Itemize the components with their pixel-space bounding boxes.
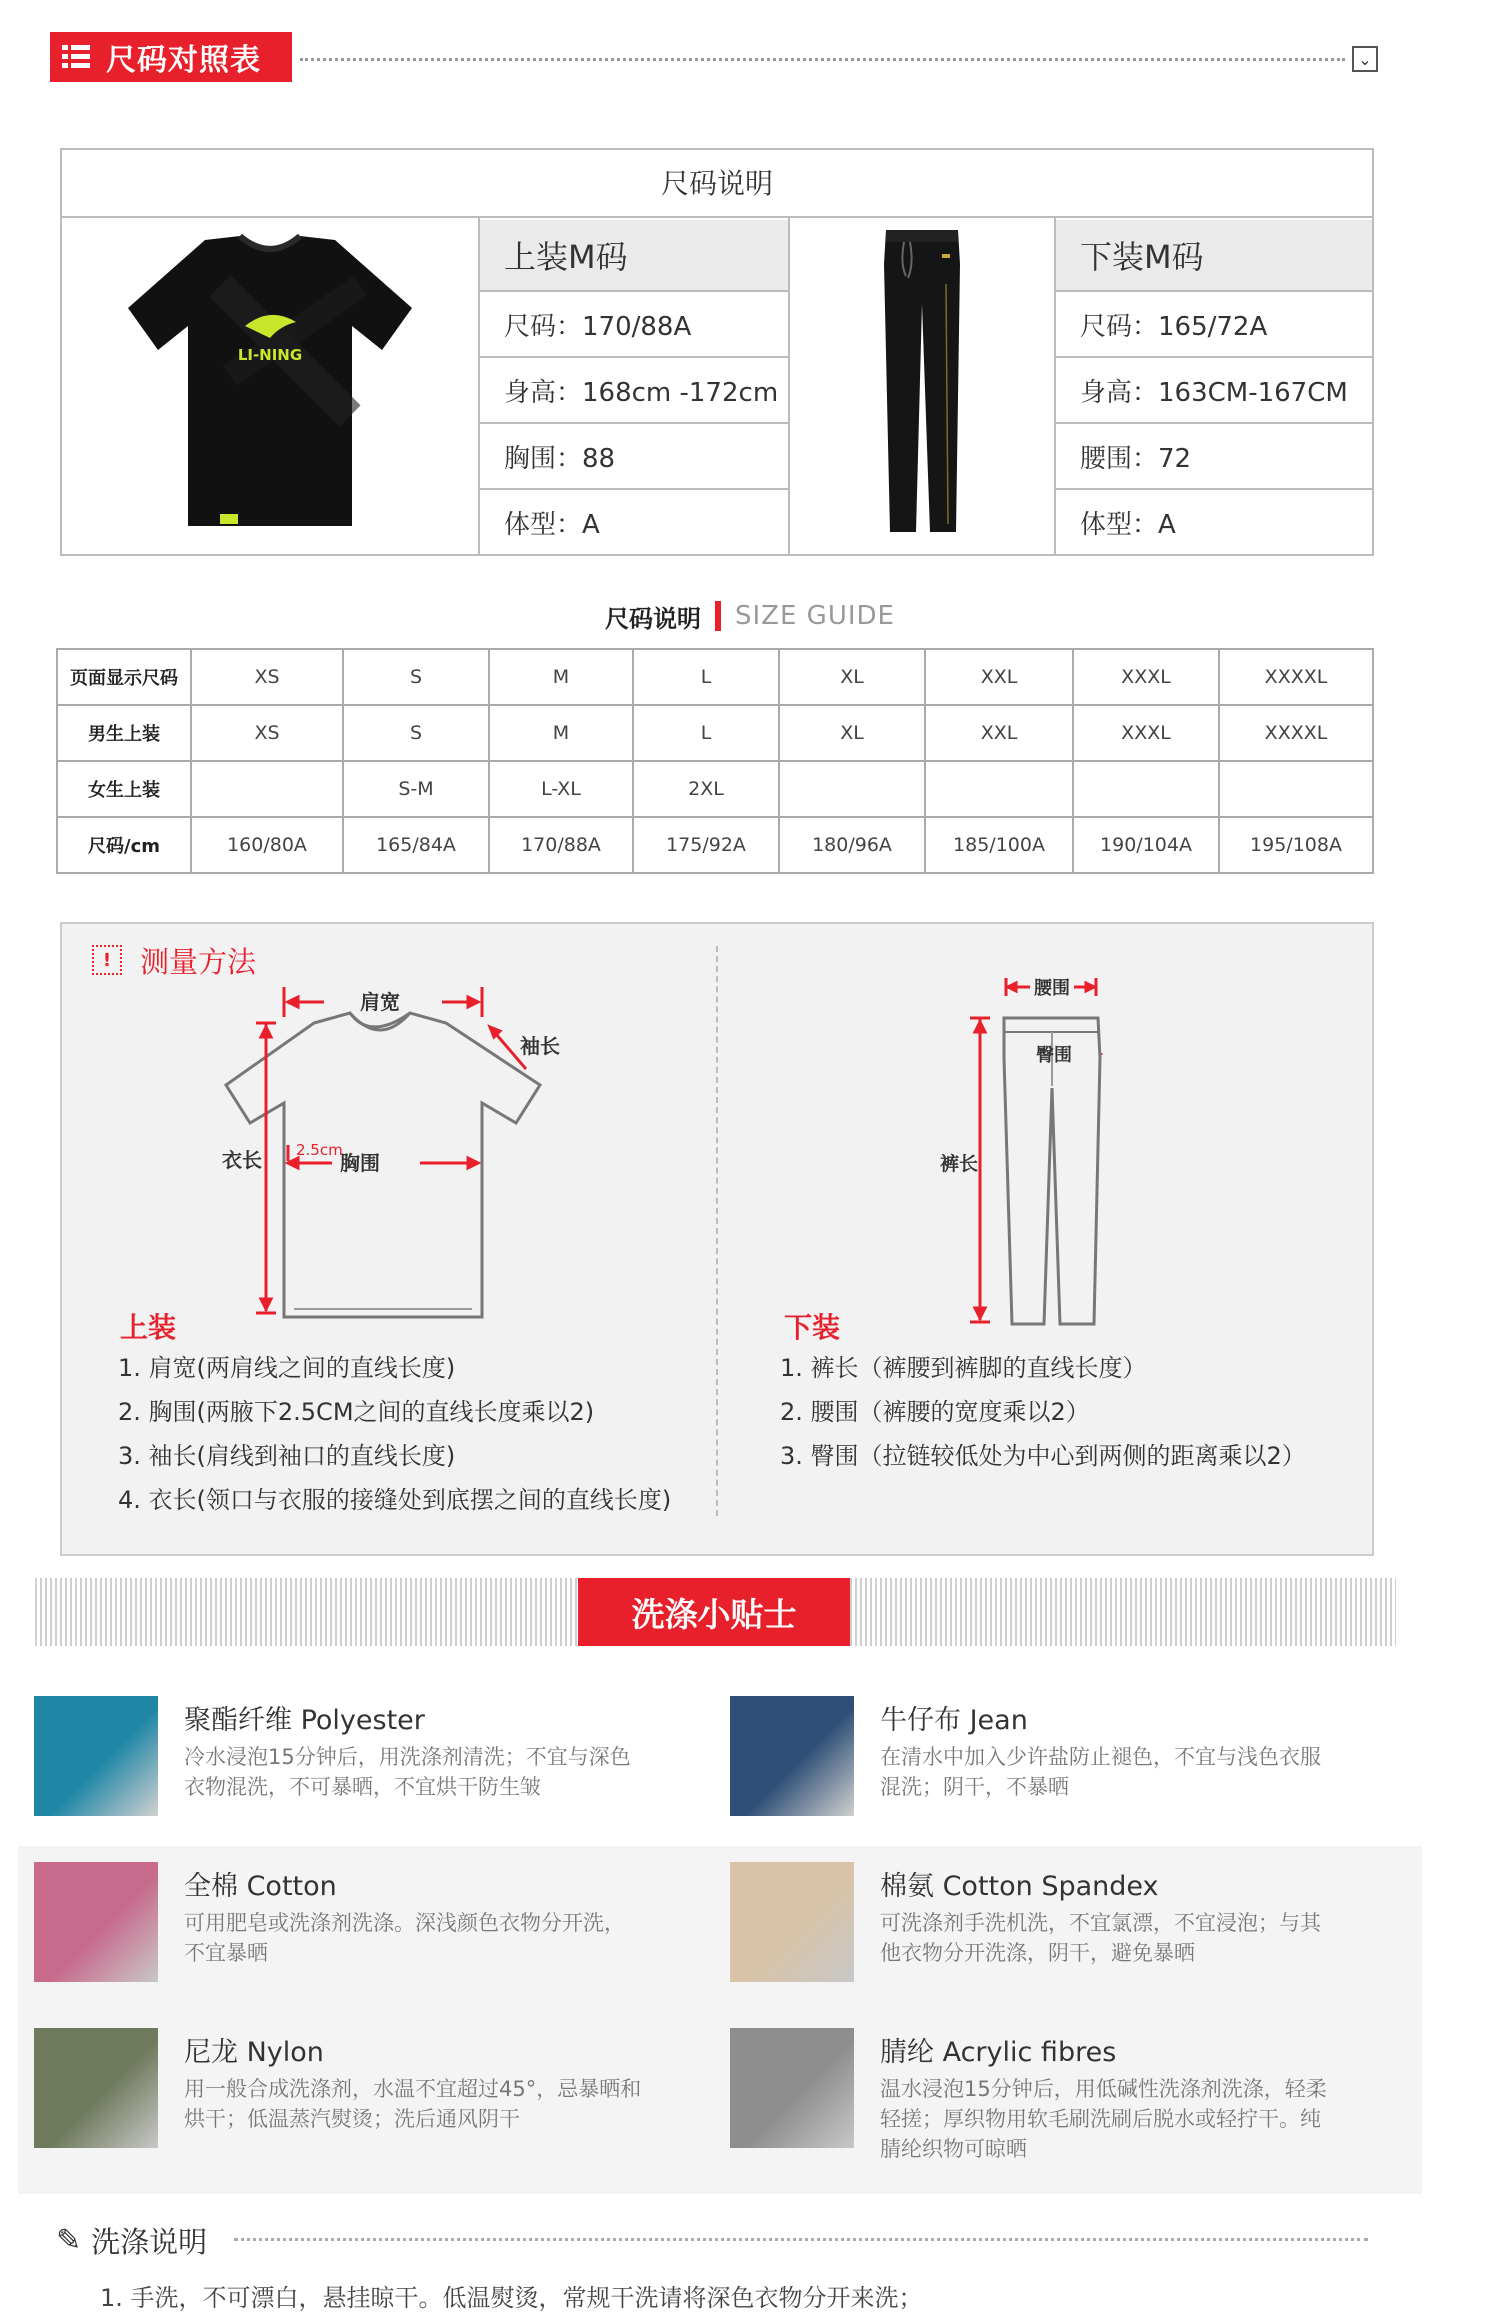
- wash-description-item: 1. 手洗，不可漂白，悬挂晾干。低温熨烫，常规干洗请将深色衣物分开来洗；: [100, 2284, 923, 2312]
- fabric-description-line: 腈纶织物可晾晒: [880, 2137, 1027, 2161]
- top-chest: 胸围：88: [504, 443, 616, 474]
- info-icon: !: [92, 945, 122, 975]
- page-title: 尺码对照表: [106, 43, 261, 78]
- fabric-description-line: 衣物混洗，不可暴晒，不宜烘干防生皱: [184, 1775, 541, 1799]
- bottom-height: 身高：163CM-167CM: [1080, 377, 1348, 408]
- table-cell: 190/104A: [1073, 817, 1219, 873]
- fabric-swatch: [34, 1696, 158, 1816]
- table-cell: L-XL: [489, 761, 633, 817]
- top-size-title: 上装M码: [480, 220, 788, 290]
- fabric-swatch: [34, 2028, 158, 2148]
- table-cell: XXXXL: [1219, 705, 1373, 761]
- table-cell: XXL: [925, 649, 1073, 705]
- table-cell: [779, 761, 925, 817]
- sleeve-label: 袖长: [520, 1034, 560, 1058]
- fabric-description-line: 用一般合成洗涤剂，水温不宜超过45°，忌暴晒和: [184, 2077, 642, 2101]
- chest-label: 胸围: [340, 1151, 380, 1175]
- wash-description-divider: [234, 2238, 1368, 2241]
- offset-label: 2.5cm: [296, 1141, 343, 1159]
- table-row: [57, 817, 1373, 873]
- measure-method-heading: [92, 940, 256, 980]
- list-icon: [62, 43, 90, 71]
- table-cell: 165/84A: [343, 817, 489, 873]
- top-measure-list: [118, 1346, 718, 1522]
- table-cell: 160/80A: [191, 817, 343, 873]
- fabric-swatch: [730, 2028, 854, 2148]
- table-cell: S: [343, 705, 489, 761]
- table-row: [57, 649, 1373, 705]
- fabric-description-line: 他衣物分开洗涤，阴干，避免暴晒: [880, 1941, 1195, 1965]
- table-cell: [1073, 761, 1219, 817]
- fabric-description-line: 混洗；阴干，不暴晒: [880, 1775, 1069, 1799]
- fabric-description-line: 可洗涤剂手洗机洗，不宜氯漂，不宜浸泡；与其: [880, 1911, 1321, 1935]
- fabric-description-line: 温水浸泡15分钟后，用低碱性洗涤剂洗涤，轻柔: [880, 2077, 1327, 2101]
- fabric-description-line: 冷水浸泡15分钟后，用洗涤剂清洗；不宜与深色: [184, 1745, 631, 1769]
- size-guide-title-en: SIZE GUIDE: [735, 601, 895, 631]
- table-cell: XS: [191, 649, 343, 705]
- size-description-title: 尺码说明: [60, 148, 1374, 218]
- fabric-description: [184, 2074, 704, 2134]
- wash-description-title: 洗涤说明: [91, 2224, 208, 2259]
- fabric-description: [880, 1908, 1400, 1968]
- list-item: 1. 肩宽(两肩线之间的直线长度): [118, 1354, 456, 1382]
- pants-length-label: 裤长: [940, 1153, 979, 1175]
- table-cell: 180/96A: [779, 817, 925, 873]
- size-guide-heading: [0, 596, 1500, 636]
- list-item: 3. 臀围（拉链较低处为中心到两侧的距离乘以2）: [780, 1442, 1306, 1470]
- pants-image: [860, 224, 980, 536]
- title-separator: [715, 601, 721, 631]
- chevron-down-icon: ⌄: [1358, 49, 1372, 69]
- fabric-description-line: 在清水中加入少许盐防止褪色，不宜与浅色衣服: [880, 1745, 1321, 1769]
- bottom-size-title: 下装M码: [1056, 220, 1372, 290]
- table-row: [57, 705, 1373, 761]
- collapse-toggle-button[interactable]: [1352, 46, 1378, 72]
- header-divider: [300, 58, 1345, 61]
- table-cell: [1219, 761, 1373, 817]
- table-cell: XXXL: [1073, 649, 1219, 705]
- list-item: 2. 腰围（裤腰的宽度乘以2）: [780, 1398, 1090, 1426]
- fabric-description: [880, 1742, 1400, 1802]
- wash-tips-title: 洗涤小贴士: [578, 1578, 850, 1646]
- table-row: [57, 761, 1373, 817]
- row-header: 尺码/cm: [57, 817, 191, 873]
- fabric-description-line: 轻搓；厚织物用软毛刷洗刷后脱水或轻拧干。纯: [880, 2107, 1321, 2131]
- shoulder-label: 肩宽: [360, 990, 400, 1014]
- fabric-description-line: 不宜暴晒: [184, 1941, 268, 1965]
- length-label: 衣长: [222, 1148, 262, 1172]
- fabric-name: 腈纶 Acrylic fibres: [880, 2037, 1117, 2068]
- list-item: 1. 裤长（裤腰到裤脚的直线长度）: [780, 1354, 1147, 1382]
- hip-label: 臀围: [1036, 1045, 1072, 1066]
- table-cell: M: [489, 705, 633, 761]
- edit-icon: ✎: [56, 2222, 82, 2258]
- table-cell: XL: [779, 705, 925, 761]
- fabric-description: [184, 1742, 704, 1802]
- row-header: 页面显示尺码: [57, 649, 191, 705]
- grid-line: [788, 218, 790, 556]
- top-measure-title: 上装: [120, 1311, 177, 1344]
- table-cell: XS: [191, 705, 343, 761]
- table-cell: XL: [779, 649, 925, 705]
- row-header: 男生上装: [57, 705, 191, 761]
- row-header: 女生上装: [57, 761, 191, 817]
- top-body-type: 体型：A: [504, 509, 600, 540]
- fabric-name: 聚酯纤维 Polyester: [184, 1705, 425, 1736]
- fabric-name: 牛仔布 Jean: [880, 1705, 1028, 1736]
- tshirt-logo-text: LI-NING: [237, 346, 303, 364]
- table-cell: XXXL: [1073, 705, 1219, 761]
- list-item: 4. 衣长(领口与衣服的接缝处到底摆之间的直线长度): [118, 1486, 672, 1514]
- table-cell: 185/100A: [925, 817, 1073, 873]
- table-cell: L: [633, 705, 779, 761]
- table-cell: XXXXL: [1219, 649, 1373, 705]
- table-cell: 2XL: [633, 761, 779, 817]
- top-size-code: 尺码：170/88A: [504, 311, 692, 342]
- list-item: 3. 袖长(肩线到袖口的直线长度): [118, 1442, 456, 1470]
- table-cell: XXL: [925, 705, 1073, 761]
- fabric-description: [880, 2074, 1400, 2164]
- fabric-description: [184, 1908, 704, 1968]
- table-cell: 170/88A: [489, 817, 633, 873]
- table-cell: M: [489, 649, 633, 705]
- size-guide-table: [56, 648, 1374, 874]
- size-chart-tab[interactable]: [50, 32, 292, 82]
- fabric-swatch: [730, 1696, 854, 1816]
- fabric-name: 棉氨 Cotton Spandex: [880, 1871, 1159, 1902]
- table-cell: [191, 761, 343, 817]
- fabric-swatch: [730, 1862, 854, 1982]
- table-cell: 195/108A: [1219, 817, 1373, 873]
- fabric-name: 全棉 Cotton: [184, 1871, 337, 1902]
- top-measure-diagram: [220, 975, 580, 1325]
- fabric-swatch: [34, 1862, 158, 1982]
- bottom-measure-list: [780, 1346, 1360, 1478]
- pants-measure-diagram: [940, 968, 1120, 1328]
- bottom-size-code: 尺码：165/72A: [1080, 311, 1268, 342]
- fabric-description-line: 烘干；低温蒸汽熨烫；洗后通风阴干: [184, 2107, 520, 2131]
- top-height: 身高：168cm -172cm: [504, 377, 779, 408]
- wash-description-heading: [56, 2218, 207, 2262]
- bottom-waist: 腰围：72: [1080, 443, 1192, 474]
- table-cell: [925, 761, 1073, 817]
- fabric-name: 尼龙 Nylon: [184, 2037, 324, 2068]
- table-cell: S: [343, 649, 489, 705]
- bottom-body-type: 体型：A: [1080, 509, 1176, 540]
- bottom-measure-title: 下装: [784, 1311, 841, 1344]
- size-guide-title-cn: 尺码说明: [605, 604, 701, 633]
- list-item: 2. 胸围(两腋下2.5CM之间的直线长度乘以2): [118, 1398, 595, 1426]
- fabric-description-line: 可用肥皂或洗涤剂洗涤。深浅颜色衣物分开洗，: [184, 1911, 625, 1935]
- measure-method-title: 测量方法: [140, 944, 257, 979]
- table-cell: S-M: [343, 761, 489, 817]
- tshirt-image: [120, 226, 420, 534]
- waist-label: 腰围: [1034, 978, 1070, 999]
- table-cell: 175/92A: [633, 817, 779, 873]
- table-cell: L: [633, 649, 779, 705]
